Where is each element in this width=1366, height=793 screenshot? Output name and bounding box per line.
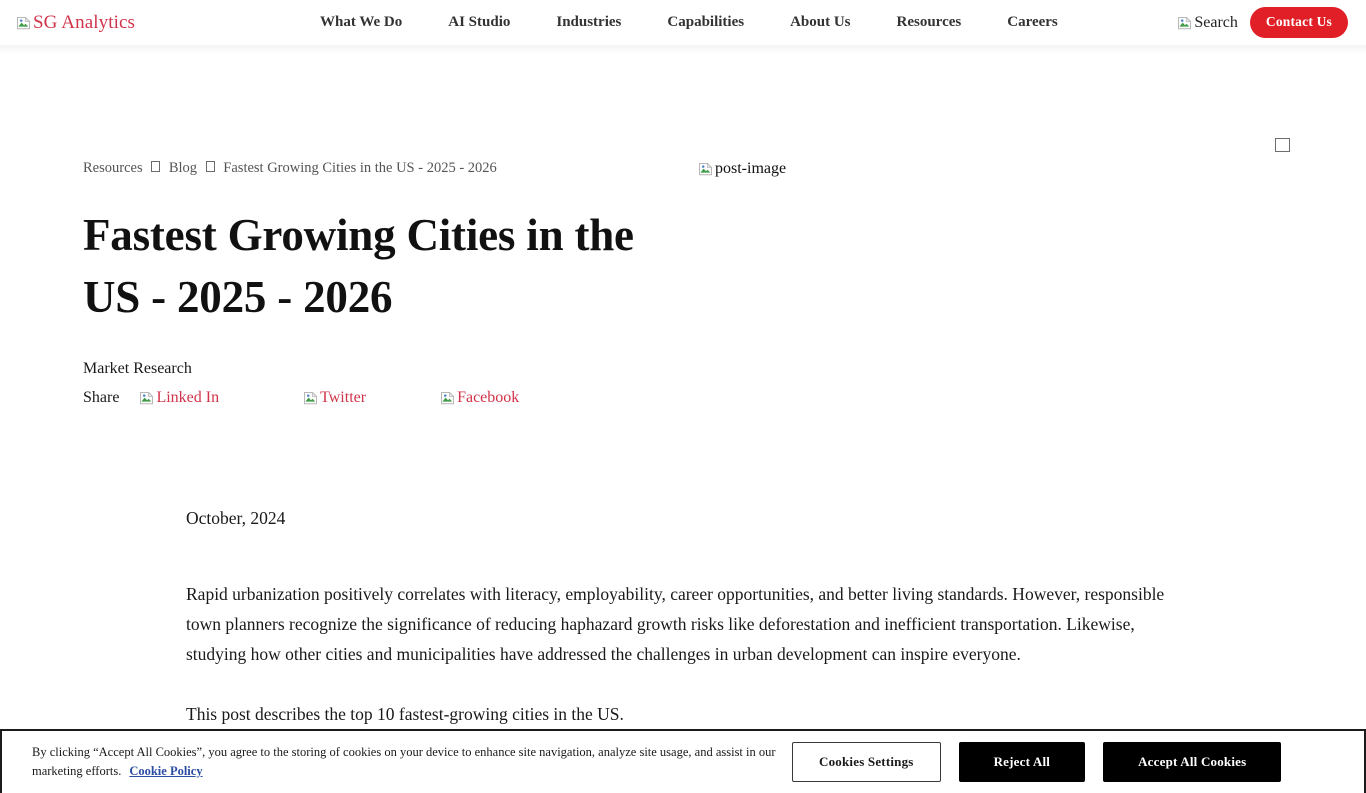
breadcrumb-item-current: Fastest Growing Cities in the US - 2025 - 2026 [223, 160, 497, 176]
breadcrumb-separator-icon [151, 161, 160, 172]
post-image-alt-text: post-image [715, 160, 787, 177]
nav-item-resources[interactable]: Resources [896, 14, 962, 30]
main-navigation [297, 14, 1081, 31]
broken-image-icon [303, 390, 319, 406]
publish-date: October, 2024 [186, 508, 286, 528]
cookie-consent-banner [0, 729, 1366, 793]
header-shadow [0, 45, 1366, 54]
breadcrumb [83, 160, 497, 177]
page-title: Fastest Growing Cities in the US - 2025 - 2026 [83, 210, 634, 322]
contact-us-button[interactable]: Contact Us [1250, 7, 1348, 38]
nav-item-ai-studio[interactable]: AI Studio [448, 14, 511, 30]
share-label: Share [83, 389, 120, 406]
search-label: Search [1194, 13, 1238, 31]
share-facebook-link[interactable] [440, 389, 519, 407]
article-paragraph-2: This post describes the top 10 fastest-growing cities in the US. [186, 704, 624, 724]
nav-item-about-us[interactable]: About Us [790, 14, 851, 30]
nav-item-capabilities[interactable]: Capabilities [667, 14, 745, 30]
cookie-banner-actions [792, 742, 1359, 782]
breadcrumb-separator-icon [206, 161, 215, 172]
broken-image-icon [16, 15, 32, 31]
cookies-settings-button[interactable]: Cookies Settings [792, 742, 941, 782]
cookie-banner-text [32, 743, 792, 781]
header-actions [1177, 7, 1348, 38]
site-logo-text: SG Analytics [33, 11, 136, 33]
share-linkedin-label: Linked In [156, 389, 220, 406]
nav-item-careers[interactable]: Careers [1007, 14, 1058, 30]
site-header [0, 0, 1366, 45]
broken-image-icon [1177, 15, 1193, 31]
reject-all-button[interactable]: Reject All [959, 742, 1086, 782]
accept-all-cookies-button[interactable]: Accept All Cookies [1103, 742, 1281, 782]
site-logo[interactable] [16, 12, 135, 34]
breadcrumb-item-resources[interactable]: Resources [83, 160, 143, 176]
broken-image-icon [440, 390, 456, 406]
search-button[interactable] [1177, 14, 1238, 32]
article-paragraph-1: Rapid urbanization positively correlates with literacy, employability, career opportunities, and better living standards. However, responsible town planners recognize the significance of reducing haphazard growth risks like deforestation and inefficient transportation. Likewise, studying how other cities and municipalities have addressed the challenges in urban development can inspire everyone. [186, 584, 1165, 664]
cookie-banner-message: By clicking “Accept All Cookies”, you agree to the storing of cookies on your device to enhance site navigation, analyze site usage, and assist in our marketing efforts. [32, 745, 776, 778]
share-twitter-label: Twitter [320, 389, 367, 406]
share-linkedin-link[interactable] [139, 389, 219, 407]
share-twitter-link[interactable] [303, 389, 366, 407]
share-facebook-label: Facebook [457, 389, 520, 406]
breadcrumb-item-blog[interactable]: Blog [168, 160, 198, 176]
broken-image-icon [698, 161, 714, 177]
share-row [83, 389, 519, 407]
post-image-placeholder [698, 160, 786, 178]
missing-glyph-box-icon [1275, 138, 1290, 152]
nav-item-what-we-do[interactable]: What We Do [320, 14, 403, 30]
nav-item-industries[interactable]: Industries [556, 14, 622, 30]
post-category[interactable]: Market Research [83, 360, 192, 377]
cookie-policy-link[interactable]: Cookie Policy [129, 764, 203, 778]
broken-image-icon [139, 390, 155, 406]
